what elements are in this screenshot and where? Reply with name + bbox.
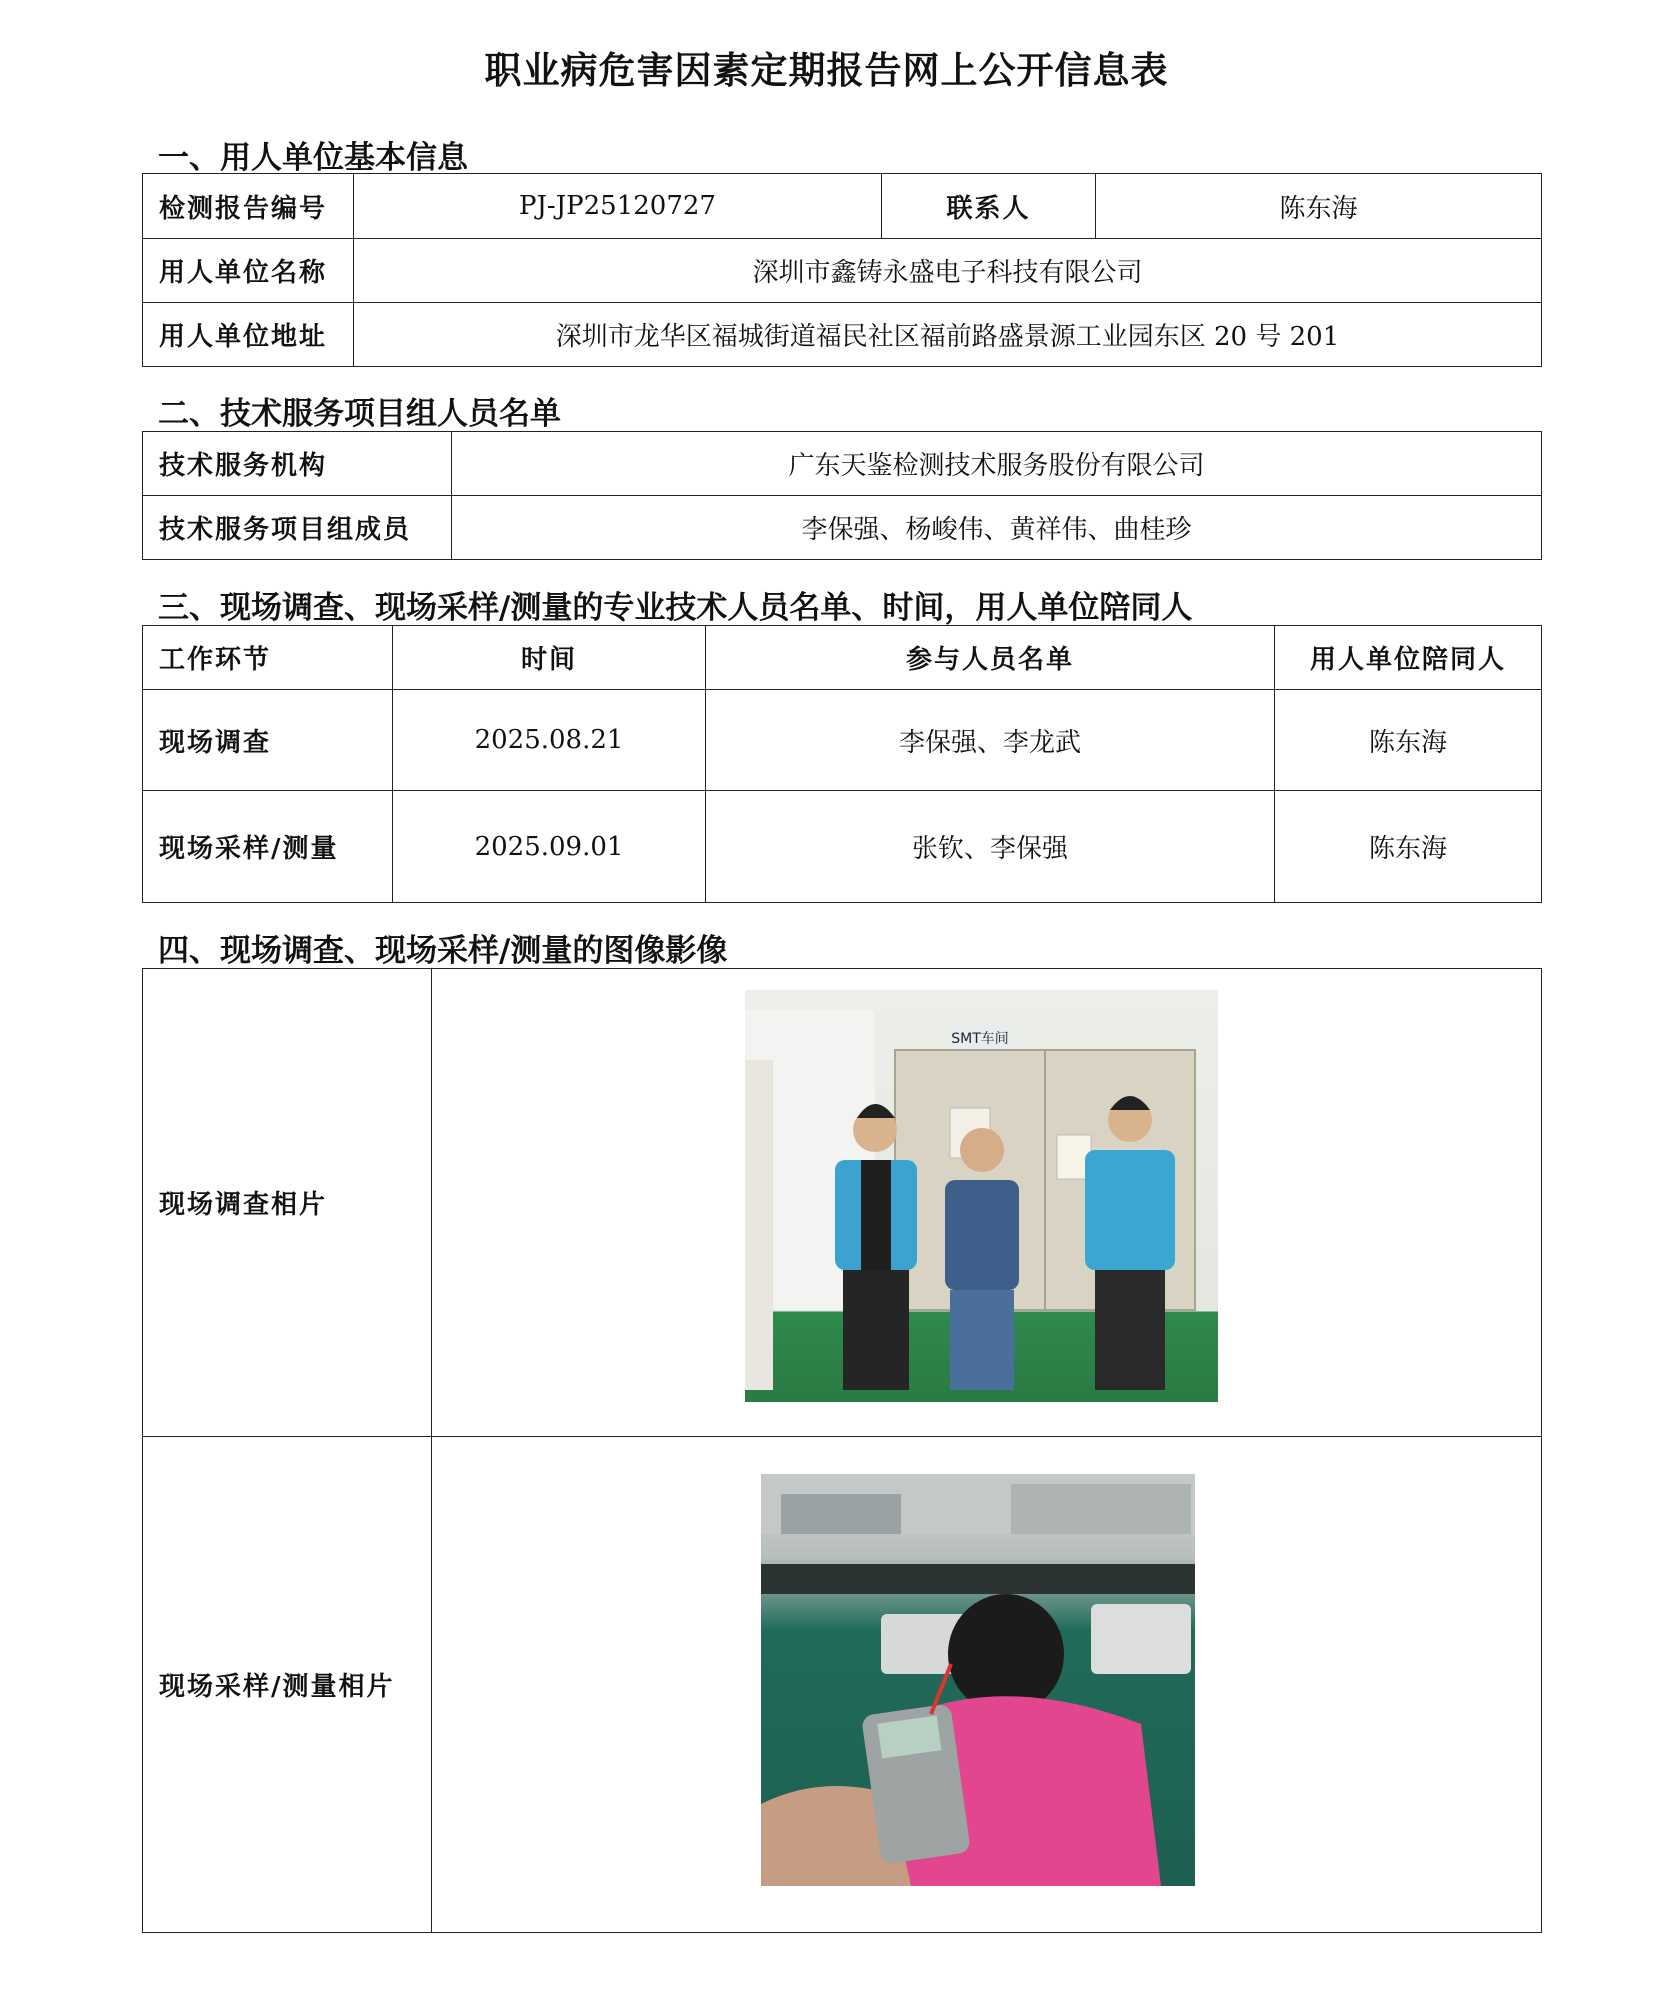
schedule-header-row xyxy=(143,626,1542,690)
stage-cell: 现场调查 xyxy=(143,690,393,791)
tech-service-table xyxy=(142,431,1542,560)
table-row xyxy=(143,791,1542,903)
company-value: 深圳市鑫铸永盛电子科技有限公司 xyxy=(354,239,1542,303)
section2-heading: 二、技术服务项目组人员名单 xyxy=(158,396,561,432)
date-cell: 2025.08.21 xyxy=(393,690,706,791)
org-label: 技术服务机构 xyxy=(143,432,452,496)
org-value: 广东天鉴检测技术服务股份有限公司 xyxy=(452,432,1542,496)
survey-photo xyxy=(745,990,1218,1402)
stage-cell: 现场采样/测量 xyxy=(143,791,393,903)
address-label: 用人单位地址 xyxy=(143,303,354,367)
members-label: 技术服务项目组成员 xyxy=(143,496,452,560)
table-row xyxy=(143,690,1542,791)
section3-heading: 三、现场调查、现场采样/测量的专业技术人员名单、时间，用人单位陪同人 xyxy=(158,590,1193,626)
people-cell: 李保强、李龙武 xyxy=(706,690,1275,791)
header-stage: 工作环节 xyxy=(143,626,393,690)
sampling-photo-label: 现场采样/测量相片 xyxy=(143,1437,432,1933)
page-title: 职业病危害因素定期报告网上公开信息表 xyxy=(484,49,1169,92)
members-value: 李保强、杨峻伟、黄祥伟、曲桂珍 xyxy=(452,496,1542,560)
survey-photo-illustration xyxy=(745,990,1218,1402)
survey-photo-label: 现场调查相片 xyxy=(143,969,432,1437)
section4-heading: 四、现场调查、现场采样/测量的图像影像 xyxy=(158,933,728,969)
contact-label: 联系人 xyxy=(882,174,1096,239)
header-escort: 用人单位陪同人 xyxy=(1275,626,1542,690)
schedule-table xyxy=(142,625,1542,903)
date-cell: 2025.09.01 xyxy=(393,791,706,903)
company-label: 用人单位名称 xyxy=(143,239,354,303)
sampling-photo-illustration xyxy=(761,1474,1195,1886)
people-cell: 张钦、李保强 xyxy=(706,791,1275,903)
sampling-photo xyxy=(761,1474,1195,1886)
header-date: 时间 xyxy=(393,626,706,690)
header-people: 参与人员名单 xyxy=(706,626,1275,690)
basic-info-table xyxy=(142,173,1542,367)
contact-value: 陈东海 xyxy=(1096,174,1542,239)
escort-cell: 陈东海 xyxy=(1275,791,1542,903)
address-value: 深圳市龙华区福城街道福民社区福前路盛景源工业园东区 20 号 201 xyxy=(354,303,1542,367)
report-no-label: 检测报告编号 xyxy=(143,174,354,239)
door-sign-text: SMT车间 xyxy=(951,1031,1009,1047)
section1-heading: 一、用人单位基本信息 xyxy=(158,140,468,176)
escort-cell: 陈东海 xyxy=(1275,690,1542,791)
report-no-value: PJ-JP25120727 xyxy=(354,174,882,239)
